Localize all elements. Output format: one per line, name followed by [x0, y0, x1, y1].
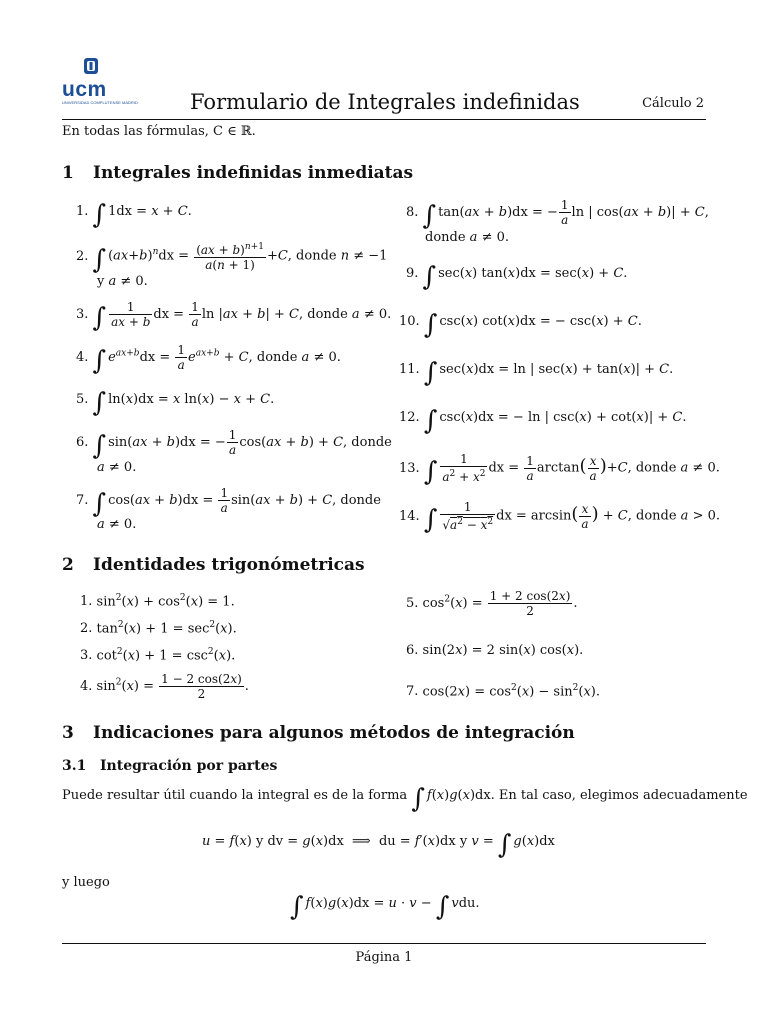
- page-title: Formulario de Integrales indefinidas: [190, 90, 580, 114]
- integral-1: 1. ∫ 1dx = x + C.: [76, 200, 192, 230]
- course-name: Cálculo 2: [642, 96, 704, 111]
- section-3-heading: [62, 723, 575, 743]
- section-title: Identidades trigonómetricas: [93, 555, 365, 575]
- logo-text: ucm: [62, 78, 107, 101]
- parts-choice-formula: u = f(x) y dv = g(x)dx ⟹ du = f′(x)dx y v = ∫ g(x)dx: [202, 830, 555, 860]
- section-number: 1: [62, 163, 74, 183]
- integral-2: 2. ∫ $(ax+b)^ndx$ = $\frac{(ax + b)^{n+1}}{a(n + 1)}$ +C, donde n ≠ −1: [76, 242, 388, 275]
- header-rule: [62, 119, 706, 120]
- integral-11: 11. ∫ sec(x)dx = ln | sec(x) + tan(x)| + C.: [399, 358, 674, 388]
- integral-10: 10. ∫ csc(x) cot(x)dx = − csc(x) + C.: [399, 310, 642, 340]
- integral-13: 13. ∫ $\frac{1}{a^2 + x^2}$ dx = $\frac{1}{a}$ arctan( $\frac{x}{a}$ )+C, donde a ≠ 0.: [399, 452, 720, 487]
- integral-4: 4. ∫ $e^{ax+b}dx$ = $\frac{1}{a}$ $e^{ax+b} + C$, donde a ≠ 0.: [76, 343, 341, 376]
- integral-5: 5. ∫ ln(x)dx = x ln(x) − x + C.: [76, 388, 275, 418]
- parts-intro: Puede resultar útil cuando la integral es de la forma ∫ f(x)g(x)dx. En tal caso, elegimos adecuadamente: [62, 784, 748, 814]
- integral-8: 8. ∫ tan(ax + b)dx = − $\frac{1}{a}$ ln | cos(ax + b)| + C,: [406, 198, 709, 231]
- page-number: Página 1: [355, 950, 413, 965]
- identity-7: 7. $\cos(2x) = \cos^2(x) - \sin^2(x)$.: [406, 683, 600, 700]
- logo-subtext: UNIVERSIDAD COMPLUTENSE MADRID: [62, 100, 138, 105]
- identity-5: 5. $\cos^2(x)$ = $\frac{1 + 2 \cos(2x)}{2}$ .: [406, 589, 578, 618]
- section-2-heading: [62, 555, 365, 575]
- identity-6: 6. sin(2x) = 2 sin(x) cos(x).: [406, 643, 584, 658]
- parts-formula: ∫ f(x)g(x)dx = u · v − ∫ vdu.: [290, 892, 480, 922]
- identity-3: 3. $\cot^2(x) + 1 = \csc^2(x)$.: [80, 647, 236, 664]
- integral-12: 12. ∫ csc(x)dx = − ln | csc(x) + cot(x)| + C.: [399, 406, 687, 436]
- integral-7: 7. ∫ cos(ax + b)dx = $\frac{1}{a}$ sin(ax + b) + C, donde: [76, 486, 381, 519]
- identity-4: 4. $\sin^2(x)$ = $\frac{1 - 2 \cos(2x)}{2}$ .: [80, 672, 249, 701]
- intro-text: En todas las fórmulas, C ∈ ℝ.: [62, 124, 256, 139]
- section-number: 2: [62, 555, 74, 575]
- integral-14: 14. ∫ $\frac{1}{√a^2 - x^2}$ dx = arcsin( $\frac{x}{a}$ ) + C, donde a > 0.: [399, 500, 720, 535]
- identity-1: 1. $\sin^2(x) + \cos^2(x) = 1$.: [80, 593, 235, 610]
- integral-9: 9. ∫ sec(x) tan(x)dx = sec(x) + C.: [406, 262, 628, 292]
- section-title: Indicaciones para algunos métodos de integración: [93, 723, 575, 743]
- section-title: Integrales indefinidas inmediatas: [93, 163, 414, 183]
- section-1-heading: [62, 163, 413, 183]
- footer-rule: [62, 943, 706, 944]
- identity-2: 2. $\tan^2(x) + 1 = \sec^2(x)$.: [80, 620, 237, 637]
- subsection-title: Integración por partes: [100, 758, 278, 774]
- subsection-3-1-heading: [62, 758, 277, 774]
- integral-6: 6. ∫ sin(ax + b)dx = − $\frac{1}{a}$ cos(ax + b) + C, donde: [76, 428, 392, 461]
- integral-3: 3. ∫ $\frac{1}{ax + b}$ dx = $\frac{1}{a}$ ln |ax + b| + C, donde a ≠ 0.: [76, 300, 392, 333]
- subsection-number: 3.1: [62, 758, 87, 774]
- parts-then-text: y luego: [62, 875, 110, 890]
- section-number: 3: [62, 723, 74, 743]
